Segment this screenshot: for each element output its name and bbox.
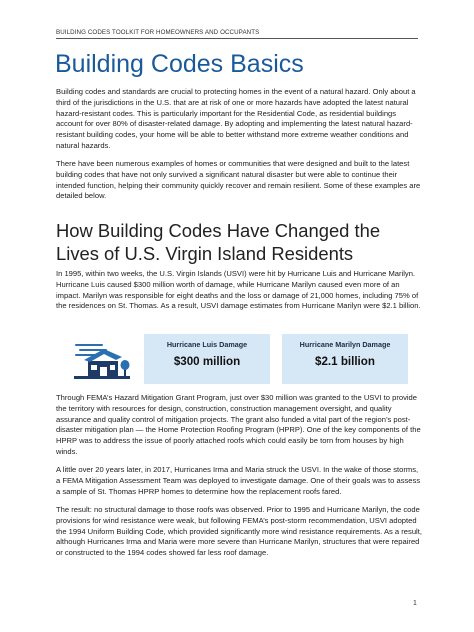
intro-paragraph-2: There have been numerous examples of homes or communities that were designed and built to the latest building codes that have not only survived a significant natural disaster but were able to continue their intended function, helping their community quickly recover and remain resilient. Some of these examples are detailed below. — [56, 159, 421, 201]
luis-damage-value: $300 million — [173, 355, 241, 368]
section-paragraph-2: Through FEMA’s Hazard Mitigation Grant Program, just over $30 million was granted to the USVI to provide the territory with resources for design, construction, construction management oversight, and quality assurance and quality control of mitigation projects. The grant also funded a vital part of the region’s post-disaster mitigation plan — the Home Protection Roofing Program (HPRP). One of the key components of the HPRP was to address the issue of poorly attached roofs which could easily be torn from houses by high winds. — [56, 393, 421, 456]
page-title: Building Codes Basics — [55, 50, 304, 78]
running-header: BUILDING CODES TOOLKIT FOR HOMEOWNERS AND OCCUPANTS — [56, 29, 260, 36]
marilyn-damage-value: $2.1 billion — [315, 355, 375, 368]
intro-paragraph-1: Building codes and standards are crucial to protecting homes in the event of a natural hazard. Only about a third of the jurisdictions in the U.S. that are at risk of one or more hazards have adopted the latest natural hazard-resistant codes. This is particularly important for the Residential Code, as residential buildings account for over 80% of disaster-related damage. By adopting and implementing the latest natural hazard-resistant building codes, your home will be able to better withstand more extreme weather conditions and natural hazards. — [56, 87, 416, 150]
luis-damage-box — [144, 334, 270, 384]
section-heading: How Building Codes Have Changed the Lives of U.S. Virgin Island Residents — [56, 220, 381, 264]
luis-damage-label: Hurricane Luis Damage — [166, 340, 248, 349]
wind-damaged-house-icon — [72, 338, 132, 380]
marilyn-damage-box — [282, 334, 408, 384]
page-number: 1 — [413, 600, 417, 607]
section-paragraph-1: In 1995, within two weeks, the U.S. Virgin Islands (USVI) were hit by Hurricane Luis and Hurricane Marilyn. Hurricane Luis caused $300 million worth of damage, while Hurricane Marilyn caused even more of an impact. Marilyn was responsible for eight deaths and the loss or damage of 21,000 homes, including 75% of the residences on St. Thomas. As a result, USVI damage estimates from Hurricane Marilyn were $2.1 billion. — [56, 269, 421, 311]
marilyn-damage-label: Hurricane Marilyn Damage — [299, 340, 391, 349]
header-rule — [56, 38, 418, 39]
section-paragraph-3: A little over 20 years later, in 2017, Hurricanes Irma and Maria struck the USVI. In the wake of those storms, a FEMA Mitigation Assessment Team was deployed to investigate damage. One of their goals was to assess a sample of St. Thomas HPRP homes to determine how the replacement roofs fared. — [56, 465, 421, 496]
section-paragraph-4: The result: no structural damage to those roofs was observed. Prior to 1995 and Hurricane Marilyn, the code provisions for wind resistance were weak, but following FEMA’s post-storm recommendation, USVI adopted the 1994 Uniform Building Code, which provided significantly more wind resistance requirements. As a result, although Hurricanes Irma and Maria were more severe than Hurricane Marilyn, structures that were repaired or constructed to the 1994 codes showed far less roof damage. — [56, 505, 422, 558]
damage-stats-panel — [70, 334, 418, 384]
